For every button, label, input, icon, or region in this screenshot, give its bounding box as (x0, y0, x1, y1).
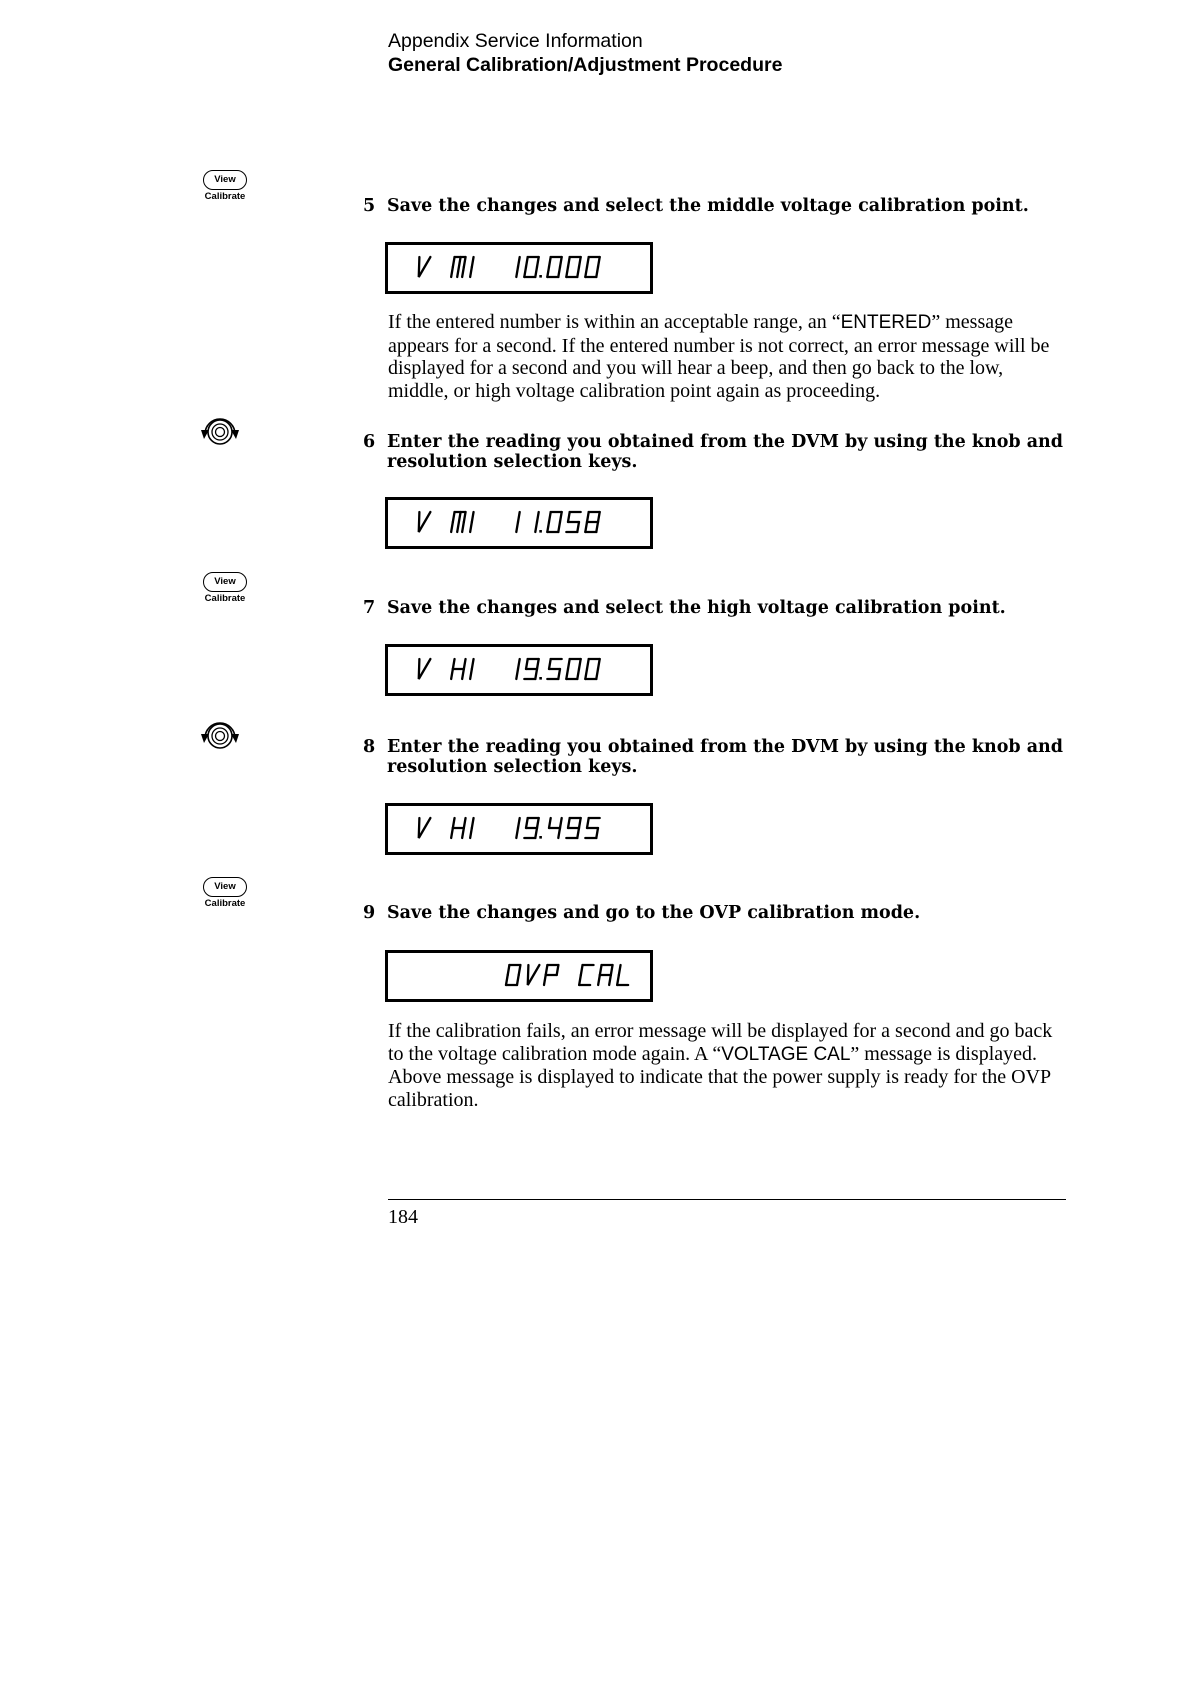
note-message-name: VOLTAGE CAL (721, 1043, 851, 1065)
step-number: 5 (363, 196, 376, 216)
lcd-char-0 (566, 659, 580, 679)
lcd-char-9 (566, 818, 580, 838)
lcd-char-1 (516, 818, 519, 838)
lcd-char-1 (535, 512, 538, 532)
lcd-display (385, 950, 653, 1002)
lcd-char-0 (547, 512, 561, 532)
rotary-knob-icon (198, 718, 242, 754)
step-number: 7 (363, 598, 376, 618)
lcd-char-5 (566, 512, 580, 532)
lcd-char-P (544, 965, 558, 985)
lcd-display (385, 497, 653, 549)
lcd-char-I (470, 512, 473, 532)
lcd-char-0 (524, 257, 538, 277)
footer-rule (388, 1199, 1066, 1200)
lcd-display (385, 644, 653, 696)
view-calibrate-key-icon (196, 572, 256, 606)
view-key-label: View (203, 877, 247, 897)
lcd-char-1 (516, 512, 519, 532)
lcd-display (385, 803, 653, 855)
lcd-readout (388, 806, 650, 852)
lcd-readout (388, 647, 650, 693)
lcd-char-0 (547, 257, 561, 277)
lcd-char-5 (585, 818, 599, 838)
lcd-char-0 (566, 257, 580, 277)
lcd-char-4 (549, 818, 562, 838)
view-key-label: View (203, 170, 247, 190)
lcd-char-V (419, 257, 431, 277)
note-text: If the entered number is within an acceptable range, an “ (388, 311, 841, 333)
lcd-readout (388, 500, 650, 546)
lcd-char-0 (585, 257, 599, 277)
lcd-char-1 (516, 659, 519, 679)
lcd-readout (388, 245, 650, 291)
step-number: 9 (363, 903, 376, 923)
step-instruction: Save the changes and select the high voltage calibration point. (387, 598, 1006, 618)
lcd-char-V (419, 659, 431, 679)
lcd-decimal-point (539, 836, 542, 839)
step-5-note (388, 311, 1068, 402)
page-number: 184 (388, 1206, 418, 1228)
lcd-decimal-point (539, 275, 542, 278)
lcd-char-A (598, 965, 612, 985)
rotary-knob-icon (198, 414, 242, 450)
lcd-readout (388, 953, 650, 999)
step-number: 8 (363, 737, 376, 757)
section-header: Appendix Service Information (388, 30, 643, 52)
view-key-label: View (203, 572, 247, 592)
lcd-char-V (528, 965, 540, 985)
step-instruction: Save the changes and select the middle voltage calibration point. (387, 196, 1029, 216)
lcd-char-V (419, 512, 431, 532)
lcd-char-I (470, 818, 473, 838)
step-instruction: Enter the reading you obtained from the DVM by using the knob and resolution selection keys. (387, 737, 1064, 777)
lcd-char-O (506, 965, 520, 985)
lcd-char-V (419, 818, 431, 838)
lcd-char-I (470, 257, 473, 277)
lcd-decimal-point (539, 677, 542, 680)
lcd-char-L (617, 965, 628, 985)
lcd-char-9 (524, 659, 538, 679)
step-instruction: Save the changes and go to the OVP calibration mode. (387, 903, 921, 923)
lcd-char-M (451, 257, 465, 277)
step-number: 6 (363, 432, 376, 452)
lcd-display (385, 242, 653, 294)
step-instruction: Enter the reading you obtained from the DVM by using the knob and resolution selection keys. (387, 432, 1064, 472)
lcd-decimal-point (539, 530, 542, 533)
page-title: General Calibration/Adjustment Procedure (388, 54, 783, 76)
lcd-char-M (451, 512, 465, 532)
lcd-char-H (451, 659, 465, 679)
view-calibrate-key-icon (196, 877, 256, 911)
note-text: If the calibration fails, an error message will be displayed for a second and go back to the voltage calibration mode again. A “ (388, 1020, 1053, 1065)
lcd-char-1 (516, 257, 519, 277)
calibrate-key-label: Calibrate (204, 191, 246, 202)
lcd-char-5 (547, 659, 561, 679)
step-9-note (388, 1020, 1068, 1111)
calibrate-key-label: Calibrate (204, 593, 246, 604)
lcd-char-C (579, 965, 593, 985)
lcd-char-I (470, 659, 473, 679)
note-text: ” message appears for a second. If the entered number is not correct, an error message will be displayed for a second and you will hear a beep, and then go back to the low, middle, or high voltage calibration point again as proceeding. (388, 311, 1050, 402)
note-message-name: ENTERED (840, 312, 932, 333)
lcd-char-H (451, 818, 465, 838)
view-calibrate-key-icon (196, 170, 256, 204)
calibrate-key-label: Calibrate (204, 898, 246, 909)
lcd-char-0 (585, 659, 599, 679)
lcd-char-9 (524, 818, 538, 838)
note-text: ” message is displayed. Above message is displayed to indicate that the power supply is ready for the OVP calibration. (388, 1042, 1051, 1111)
lcd-char-8 (585, 512, 599, 532)
